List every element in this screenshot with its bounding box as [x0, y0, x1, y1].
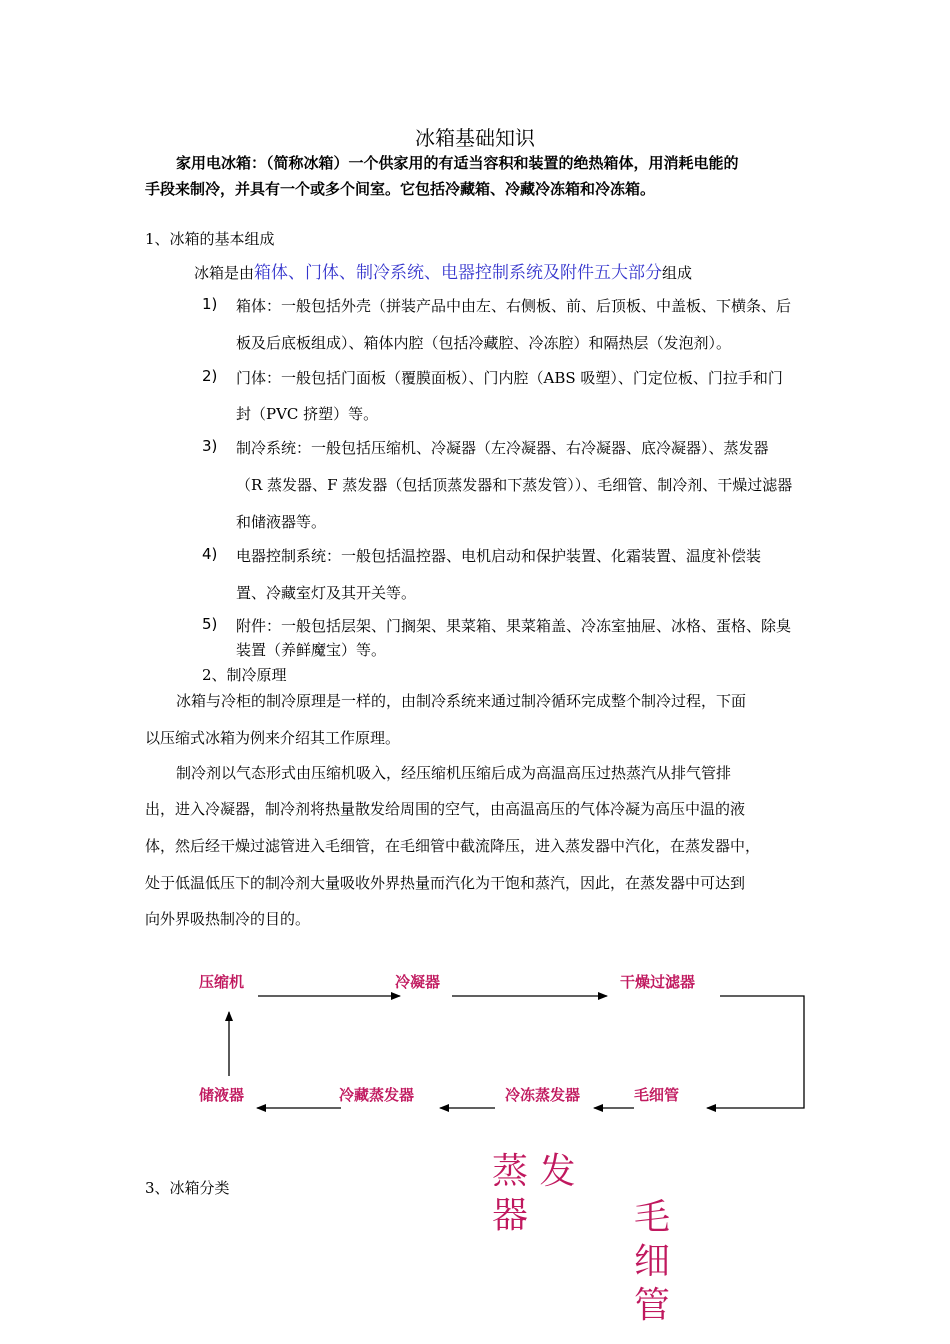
- large-label-capillary-1: 毛: [634, 1197, 671, 1238]
- item-line: 箱体：一般包括外壳（拼装产品中由左、右侧板、前、后顶板、中盖板、下横条、后: [236, 297, 792, 315]
- item-number: 5): [202, 615, 218, 633]
- item-line: （R 蒸发器、F 蒸发器（包括顶蒸发器和下蒸发管））、毛细管、制冷剂、干燥过滤器: [236, 476, 793, 494]
- large-label-evaporator-line2: 器: [492, 1195, 529, 1236]
- paragraph-line: 出，进入冷凝器，制冷剂将热量散发给周围的空气，由高温高压的气体冷凝为高压中温的液: [145, 800, 746, 818]
- large-label-capillary-2: 细: [634, 1241, 671, 1282]
- paragraph-line: 体，然后经干燥过滤管进入毛细管，在毛细管中截流降压，进入蒸发器中汽化，在蒸发器中，: [145, 837, 761, 855]
- item-number: 2): [202, 367, 218, 385]
- paragraph-line: 向外界吸热制冷的目的。: [145, 910, 311, 928]
- paragraph-line: 处于低温低压下的制冷剂大量吸收外界热量而汽化为干饱和蒸汽，因此，在蒸发器中可达到: [145, 874, 746, 892]
- item-line: 置、冷藏室灯及其开关等。: [236, 584, 417, 602]
- flow-node-receiver: 储液器: [199, 1086, 245, 1104]
- flow-node-fridge-evaporator: 冷藏蒸发器: [339, 1086, 415, 1104]
- page-title: 冰箱基础知识: [415, 126, 535, 150]
- flow-node-condenser: 冷凝器: [395, 973, 441, 991]
- item-line: 门体：一般包括门面板（覆膜面板）、门内腔（ABS 吸塑）、门定位板、门拉手和门: [236, 369, 783, 387]
- section1-heading: 1、冰箱的基本组成: [145, 230, 275, 248]
- item-line: 附件：一般包括层架、门搁架、果菜箱、果菜箱盖、冷冻室抽屉、冰格、蛋格、除臭: [236, 617, 792, 635]
- item-line: 制冷系统：一般包括压缩机、冷凝器（左冷凝器、右冷凝器、底冷凝器）、蒸发器: [236, 439, 769, 457]
- large-label-capillary-3: 管: [634, 1285, 671, 1326]
- paragraph-line: 冰箱与冷柜的制冷原理是一样的，由制冷系统来通过制冷循环完成整个制冷过程，下面: [176, 692, 747, 710]
- item-line: 电器控制系统：一般包括温控器、电机启动和保护装置、化霜装置、温度补偿装: [236, 547, 762, 565]
- arrow-dryer-to-capillary: [707, 996, 804, 1108]
- intro-line-1: 家用电冰箱：（简称冰箱）一个供家用的有适当容积和装置的绝热箱体，用消耗电能的: [176, 154, 739, 172]
- item-number: 4): [202, 545, 218, 563]
- section3-heading: 3、冰箱分类: [145, 1179, 230, 1197]
- item-line: 封（PVC 挤塑）等。: [236, 405, 379, 423]
- composition-highlight: 箱体、门体、制冷系统、电器控制系统及附件五大部分: [254, 263, 663, 283]
- paragraph-line: 以压缩式冰箱为例来介绍其工作原理。: [145, 729, 401, 747]
- large-label-evaporator-line1: 蒸 发: [492, 1151, 576, 1192]
- item-number: 1): [202, 295, 218, 313]
- item-line: 和储液器等。: [236, 513, 327, 531]
- paragraph-line: 制冷剂以气态形式由压缩机吸入，经压缩机压缩后成为高温高压过热蒸汽从排气管排: [176, 764, 732, 782]
- item-number: 3): [202, 437, 218, 455]
- flow-node-dryer-filter: 干燥过滤器: [620, 973, 696, 991]
- composition-prefix: 冰箱是由: [194, 264, 255, 282]
- item-line: 装置（养鲜魔宝）等。: [236, 641, 387, 659]
- flow-node-capillary: 毛细管: [634, 1086, 680, 1104]
- item-line: 板及后底板组成）、箱体内腔（包括冷藏腔、冷冻腔）和隔热层（发泡剂）。: [236, 334, 732, 352]
- composition-suffix: 组成: [662, 264, 693, 282]
- section2-heading: 2、制冷原理: [202, 666, 287, 684]
- flow-node-compressor: 压缩机: [199, 973, 245, 991]
- flow-node-freezer-evaporator: 冷冻蒸发器: [505, 1086, 581, 1104]
- intro-line-2: 手段来制冷，并具有一个或多个间室。它包括冷藏箱、冷藏冷冻箱和冷冻箱。: [145, 180, 656, 198]
